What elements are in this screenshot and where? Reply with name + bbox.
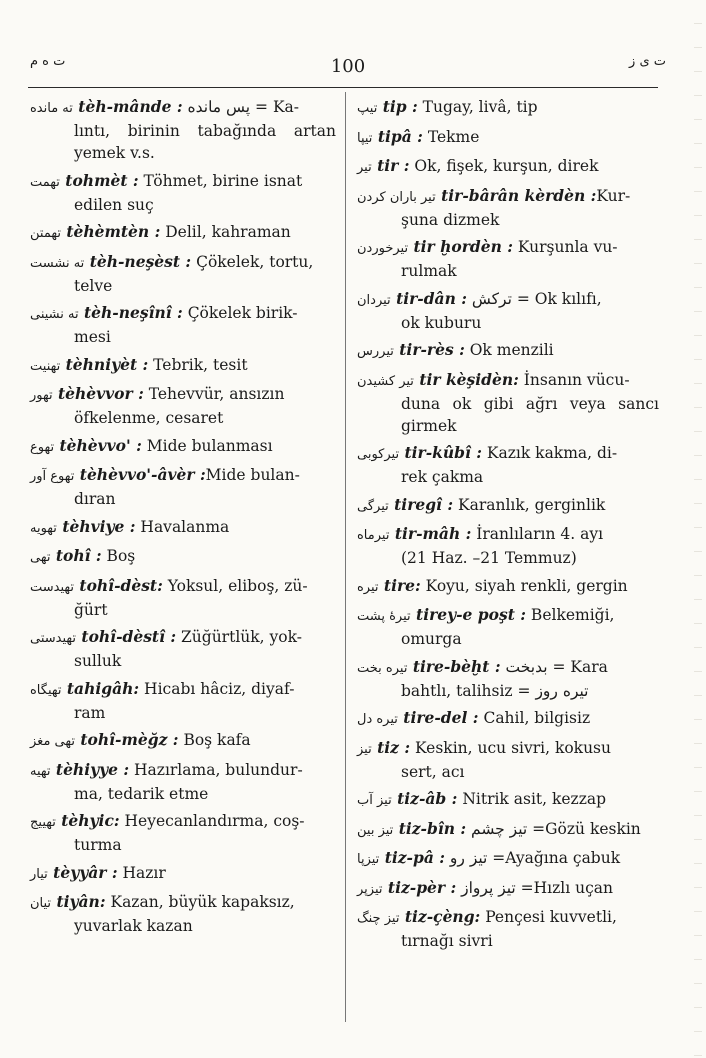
dictionary-entry: [30, 170, 336, 216]
transliteration: tip :: [377, 97, 418, 116]
definition: Karanlık, gerginlik: [453, 495, 606, 514]
persian-headword: تیز: [357, 741, 372, 757]
definition: Tehevvür, ansızın: [143, 385, 285, 403]
transliteration: tir-bârân kèrdèn :: [435, 185, 597, 205]
persian-headword: تهوع: [30, 439, 55, 455]
dictionary-entry: [357, 707, 659, 731]
dictionary-entry: [30, 435, 336, 459]
definition: Tugay, livâ, tip: [417, 98, 538, 116]
definition-continuation: öfkelenme, cesaret: [74, 409, 224, 427]
dictionary-entry: [30, 759, 336, 805]
transliteration: tèh-neşînî :: [78, 303, 183, 322]
persian-headword: تیار: [30, 866, 48, 882]
persian-headword: تیرماه: [357, 528, 390, 543]
dictionary-entry: [30, 810, 336, 856]
definition-continuation: dıran: [74, 490, 116, 508]
definition: Heyecanlandırma, coş-: [119, 812, 305, 830]
definition-continuation: bahtlı, talihsiz = تیره روز: [401, 681, 589, 700]
transliteration: tir ḫordèn :: [408, 237, 513, 256]
definition: Çökelek birik-: [182, 304, 298, 322]
persian-headword: ته مانده: [30, 101, 73, 116]
definition: Nitrik asit, kezzap: [457, 790, 607, 808]
dictionary-entry: [357, 339, 659, 363]
definition: Kurşunla vu-: [512, 238, 618, 256]
transliteration: tohî :: [50, 546, 102, 565]
persian-headword: تیان: [30, 896, 52, 911]
persian-headword: تیرخوردن: [357, 241, 409, 256]
definition: Havalanma: [135, 517, 230, 536]
definition-continuation: rek çakma: [401, 468, 484, 486]
transliteration: tèh-mânde :: [72, 97, 183, 116]
transliteration: tire-bèḫt :: [407, 656, 501, 676]
page-edge: [694, 0, 702, 1058]
persian-headword: تیزپا: [357, 852, 380, 867]
dictionary-entry: [357, 96, 659, 120]
column-divider: [345, 92, 346, 1022]
transliteration: tiz :: [371, 737, 411, 757]
dictionary-entry: [357, 737, 659, 783]
persian-headword: تیرگى: [357, 498, 389, 514]
definition: Pençesi kuvvetli,: [480, 908, 617, 926]
transliteration: tèhviye :: [56, 516, 136, 536]
header-right-letters: ت ى ز: [629, 54, 666, 69]
definition: Cahil, bilgisiz: [478, 709, 591, 727]
dictionary-entry: [30, 626, 336, 672]
dictionary-entry: [357, 847, 659, 871]
dictionary-entry: [30, 862, 336, 886]
dictionary-entry: [357, 656, 659, 702]
persian-headword: تیزپر: [357, 881, 383, 897]
dictionary-entry: [357, 236, 659, 282]
persian-headword: تهوع آور: [30, 469, 75, 484]
definition: ترکش = Ok kılıfı,: [466, 289, 602, 308]
persian-headword: تیز چنگ: [357, 911, 400, 926]
dictionary-entry: [30, 516, 336, 540]
transliteration: tiz-pèr :: [382, 877, 457, 897]
persian-headword: تهیدستى: [30, 631, 77, 646]
transliteration: tèhniyèt :: [60, 354, 149, 374]
persian-headword: تیرهٔ پشت: [357, 609, 411, 624]
dictionary-entry: [357, 126, 659, 150]
persian-headword: ته نشست: [30, 255, 85, 271]
persian-headword: تهویه: [30, 520, 57, 536]
dictionary-entry: [357, 575, 659, 599]
transliteration: tiz-âb :: [391, 789, 458, 808]
persian-headword: تهى: [30, 550, 51, 565]
definition: Tebrik, tesit: [148, 355, 248, 374]
definition: Mide bulan-: [205, 466, 300, 484]
transliteration: tiz-pâ :: [379, 848, 445, 867]
persian-headword: تیره دل: [357, 712, 398, 727]
transliteration: tipâ :: [372, 126, 423, 146]
dictionary-entry: [30, 221, 336, 245]
dictionary-entry: [357, 906, 659, 952]
transliteration: tir-dân :: [390, 288, 467, 308]
definition: Züğürtlük, yok-: [176, 628, 302, 646]
transliteration: tèhèvvor :: [52, 384, 144, 403]
persian-headword: تهنیت: [30, 358, 61, 374]
transliteration: tèhiyye :: [50, 759, 130, 779]
dictionary-entry: [30, 251, 336, 297]
persian-headword: تیر باران کردن: [357, 189, 436, 205]
transliteration: tir-mâh :: [389, 524, 472, 543]
definition-continuation: (21 Haz. –21 Temmuz): [401, 549, 577, 567]
definition-continuation: rulmak: [401, 262, 457, 280]
dictionary-entry: [357, 877, 659, 901]
dictionary-entry: [357, 494, 659, 518]
transliteration: tir-kûbî :: [399, 443, 482, 462]
dictionary-entry: [30, 891, 336, 937]
persian-headword: تیر: [357, 160, 372, 175]
dictionary-entry: [30, 729, 336, 753]
transliteration: tir-rès :: [393, 340, 465, 359]
definition: پس مانده = Ka-: [182, 98, 300, 116]
dictionary-entry: [357, 442, 659, 488]
definition: تیز رو =Ayağına çabuk: [444, 849, 621, 867]
definition-continuation: lıntı, birinin tabağında artan yemek v.s.: [74, 122, 336, 162]
right-column: [357, 96, 659, 958]
dictionary-entry: [357, 818, 659, 842]
definition: Kazan, büyük kapaksız,: [105, 893, 295, 911]
persian-headword: تیره بخت: [357, 660, 408, 676]
definition-continuation: omurga: [401, 630, 462, 648]
persian-headword: تهیه: [30, 763, 51, 779]
definition: Kur-: [596, 186, 631, 205]
definition-continuation: turma: [74, 836, 122, 854]
definition-continuation: ok kuburu: [401, 313, 482, 332]
persian-headword: تیره: [357, 579, 379, 595]
persian-headword: ته نشینى: [30, 307, 79, 322]
persian-headword: تیز بین: [357, 822, 394, 838]
definition-continuation: tırnağı sivri: [401, 932, 493, 950]
transliteration: tirey-e poşt :: [410, 605, 526, 624]
dictionary-entry: [357, 604, 659, 650]
definition: Boş kafa: [178, 731, 251, 749]
transliteration: tiz-bîn :: [393, 818, 467, 838]
transliteration: tiz-çèng:: [399, 907, 481, 926]
dictionary-entry: [30, 545, 336, 569]
definition: Hazır: [117, 863, 166, 882]
persian-headword: تهور: [30, 388, 53, 403]
dictionary-entry: [30, 383, 336, 429]
left-column: [30, 96, 336, 943]
definition: Keskin, ucu sivri, kokusu: [410, 738, 611, 757]
persian-headword: تیپا: [357, 130, 373, 146]
definition-continuation: ma, tedarik etme: [74, 784, 209, 803]
transliteration: tiregî :: [388, 494, 454, 514]
definition: تیز پرواز =Hızlı uçan: [456, 878, 614, 897]
definition: İranlıların 4. ayı: [471, 525, 604, 543]
dictionary-entry: [357, 185, 659, 231]
definition-continuation: sert, acı: [401, 762, 465, 781]
persian-headword: تهى مغز: [30, 734, 75, 749]
definition: Kazık kakma, di-: [481, 444, 618, 462]
persian-headword: تیررس: [357, 344, 394, 359]
transliteration: tohmèt :: [59, 170, 139, 190]
transliteration: tahigâh:: [61, 678, 140, 698]
dictionary-entry: [30, 678, 336, 724]
transliteration: tèhèvvo' :: [54, 435, 142, 455]
definition: Ok, fişek, kurşun, direk: [409, 157, 599, 175]
definition-continuation: mesi: [74, 328, 111, 346]
dictionary-entry: [357, 788, 659, 812]
transliteration: tir kèşidèn:: [413, 369, 519, 389]
definition-continuation: telve: [74, 276, 113, 295]
transliteration: tèhyic:: [55, 811, 120, 830]
persian-headword: تیر کشیدن: [357, 373, 414, 389]
definition: Koyu, siyah renkli, gergin: [420, 576, 628, 595]
definition-continuation: şuna dizmek: [401, 210, 500, 229]
definition: Ok menzili: [464, 341, 554, 359]
transliteration: tèhèvvo'-âvèr :: [74, 465, 206, 484]
transliteration: tire-del :: [397, 708, 479, 727]
definition: Hazırlama, bulundur-: [129, 760, 303, 779]
persian-headword: تیز آب: [357, 793, 392, 808]
persian-headword: تیرکوبى: [357, 447, 400, 462]
definition: Töhmet, birine isnat: [138, 171, 303, 190]
transliteration: tèh-neşèst :: [84, 251, 192, 271]
definition-continuation: yuvarlak kazan: [74, 917, 193, 935]
definition-continuation: edilen suç: [74, 195, 154, 214]
definition: İnsanın vücu-: [518, 370, 630, 389]
header-left-letters: ت ه م: [30, 54, 66, 69]
definition-continuation: sulluk: [74, 652, 122, 670]
persian-headword: تهیگاه: [30, 682, 62, 698]
transliteration: tohî-dèstî :: [76, 627, 177, 646]
dictionary-entry: [357, 523, 659, 569]
definition-continuation: ğürt: [74, 600, 108, 619]
persian-headword: تهمت: [30, 174, 60, 190]
transliteration: tèhèmtèn :: [60, 222, 161, 241]
header-rule: [28, 87, 658, 88]
transliteration: tire:: [378, 575, 421, 595]
definition: Mide bulanması: [141, 436, 273, 455]
definition: Yoksul, eliboş, zü-: [162, 576, 308, 595]
transliteration: tiyân:: [51, 892, 106, 911]
dictionary-entry: [30, 464, 336, 510]
definition: Tekme: [422, 127, 480, 146]
persian-headword: تهییج: [30, 815, 56, 830]
dictionary-entry: [357, 155, 659, 179]
transliteration: tohî-dèst:: [74, 575, 163, 595]
definition: Delil, kahraman: [160, 223, 291, 241]
dictionary-entry: [30, 354, 336, 378]
definition: Çökelek, tortu,: [191, 252, 314, 271]
definition: تیز چشم =Gözü keskin: [466, 819, 641, 838]
dictionary-entry: [30, 575, 336, 621]
dictionary-entry: [357, 288, 659, 334]
definition-continuation: ram: [74, 703, 106, 722]
definition: Boş: [101, 547, 136, 565]
definition: بدبخت = Kara: [500, 657, 608, 676]
transliteration: tohî-mèğz :: [75, 730, 179, 749]
page-number: 100: [330, 56, 366, 77]
page-header: [0, 54, 706, 86]
definition: Hicabı hâciz, diyaf-: [139, 679, 295, 698]
definition: Belkemiği,: [526, 606, 615, 624]
dictionary-entry: [357, 369, 659, 437]
persian-headword: تهمتن: [30, 226, 61, 241]
persian-headword: تیپ: [357, 101, 378, 116]
transliteration: tir :: [371, 156, 410, 175]
dictionary-entry: [30, 96, 336, 164]
transliteration: tèyyâr :: [47, 862, 118, 882]
dictionary-entry: [30, 302, 336, 348]
definition-continuation: duna ok gibi ağrı veya sancı girmek: [401, 394, 659, 435]
persian-headword: تیردان: [357, 292, 391, 308]
persian-headword: تهیدست: [30, 579, 75, 595]
